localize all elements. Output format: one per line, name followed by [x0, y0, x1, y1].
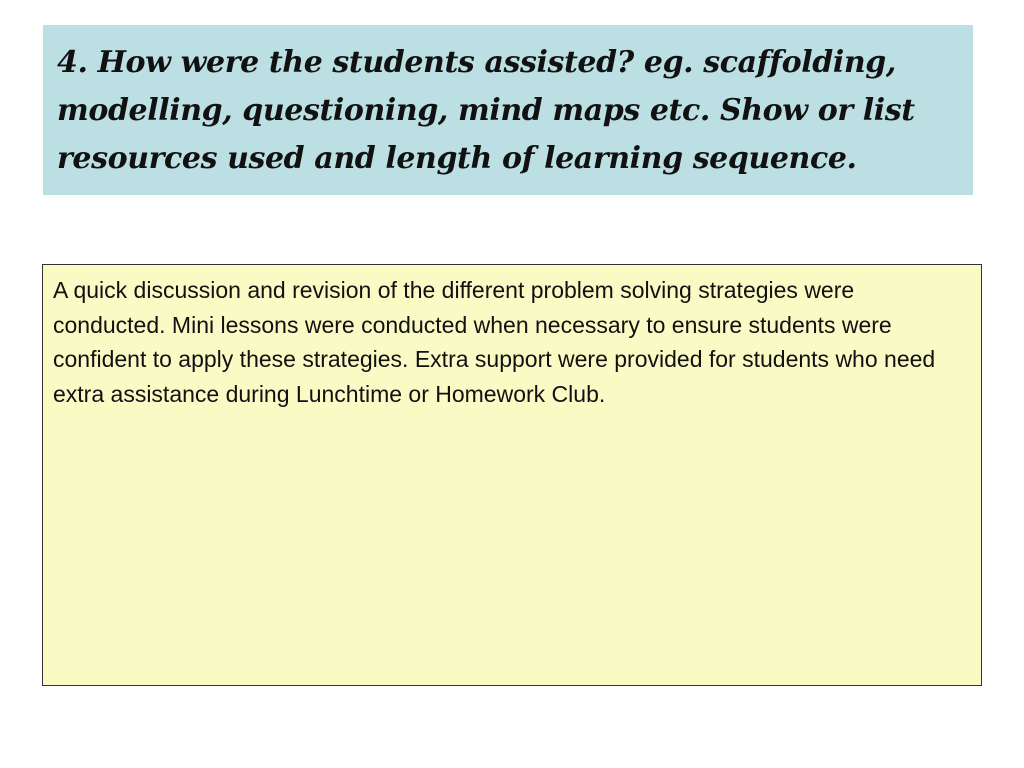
content-body: A quick discussion and revision of the different problem solving strategies were conducted. Mini lessons were conducted when necessary to ensure students were confident to apply these strategies. Extra support were provided for students who need extra assistance during Lunchtime or Homework Club.: [53, 277, 936, 407]
slide-title: 4. How were the students assisted? eg. scaffolding, modelling, questioning, mind maps etc. Show or list resources used and length of learning sequence.: [57, 45, 915, 176]
title-box: [43, 25, 973, 195]
content-box: [42, 264, 982, 686]
